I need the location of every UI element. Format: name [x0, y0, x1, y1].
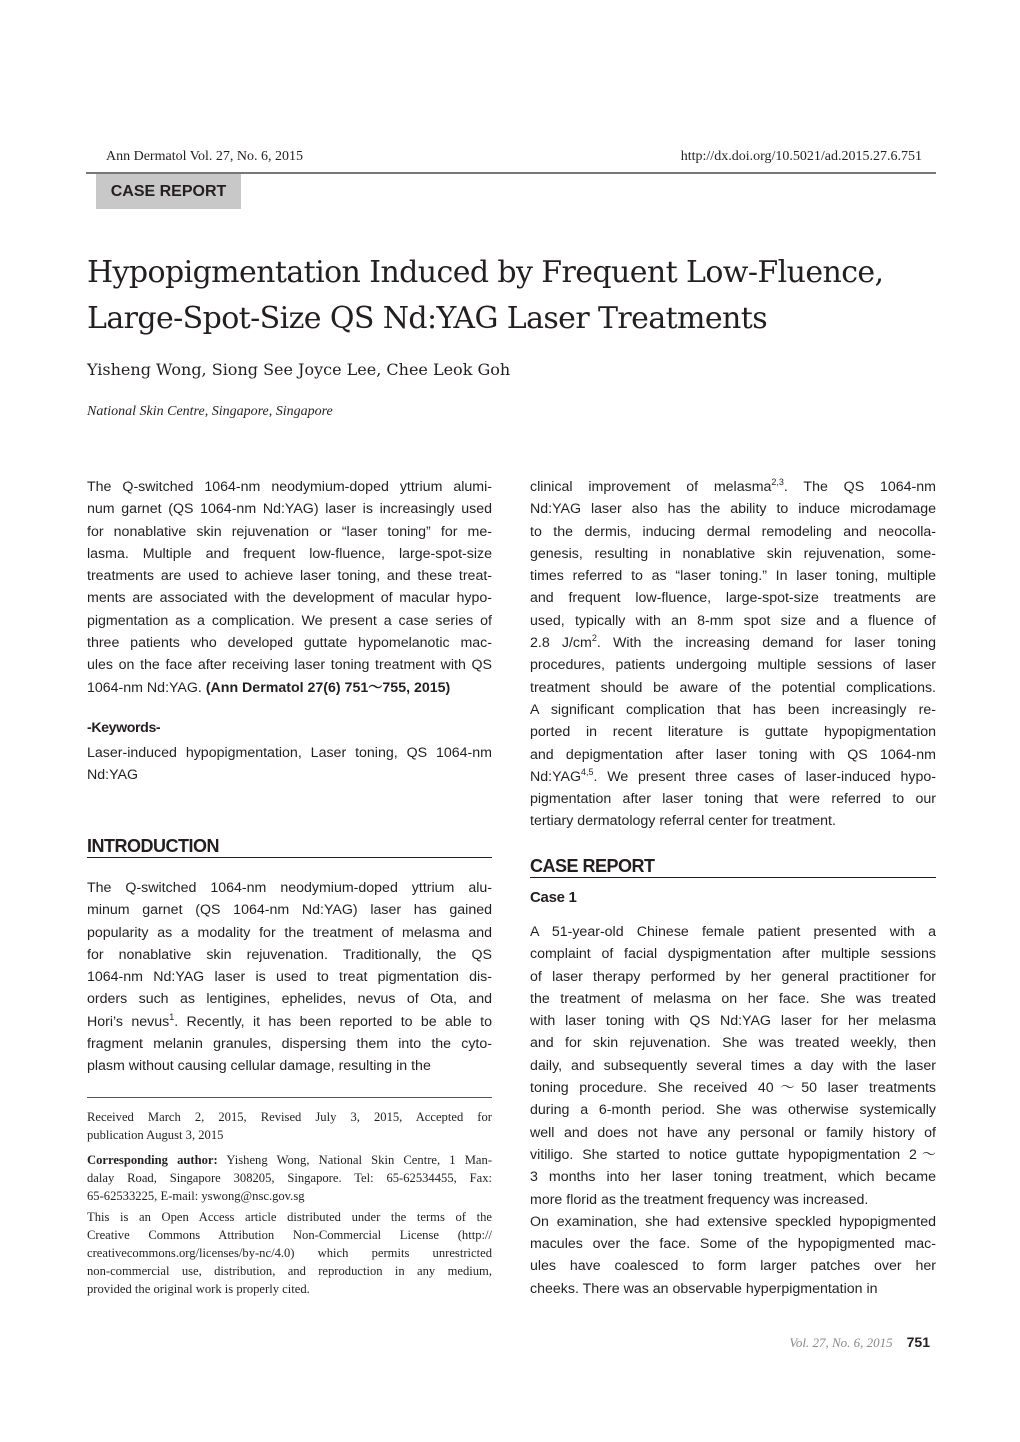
text-line: procedures, patients undergoing multiple sessions of laser: [530, 657, 936, 674]
citation-superscript: 1: [169, 1011, 175, 1022]
page-number: 751: [906, 1334, 930, 1350]
bold-text: (Ann Dermatol 27(6) 751～755, 2015): [205, 679, 451, 696]
text-line: Hori’s nevus$^1$. Recently, it has been reported to be able to: [87, 1011, 492, 1030]
citation-superscript: 4,5: [581, 766, 594, 777]
footnote-rule: [87, 1097, 492, 1098]
text-line: lasma. Multiple and frequent low-fluence, large-spot-size: [87, 545, 492, 562]
text-line: macules over the face. Some of the hypopigmented mac-: [530, 1236, 936, 1253]
text-line: 3 months into her laser toning treatment, which became: [530, 1169, 936, 1186]
text-line: vitiligo. She started to notice guttate hypopigmentation 2～: [530, 1146, 936, 1163]
text-line: the treatment of melasma on her face. She was treated: [530, 990, 936, 1007]
text-line: and frequent low-fluence, large-spot-size treatments are: [530, 590, 936, 607]
case-1-text: [530, 921, 936, 1300]
text-line: genesis, resulting in nonablative skin rejuvenation, some-: [530, 545, 936, 562]
article-title: [87, 250, 884, 342]
text-line: Laser-induced hypopigmentation, Laser toning, QS 1064-nm: [87, 745, 492, 761]
text-line: during a 6-month period. She was otherwise systemically: [530, 1102, 936, 1119]
text-line: and depigmentation after laser toning with QS 1064-nm: [530, 746, 936, 763]
text-line: and for skin rejuvenation. She was treated weekly, then: [530, 1035, 936, 1052]
introduction-heading: INTRODUCTION: [87, 836, 219, 856]
text-line: 2.8 $J/cm^2$. With the increasing demand for laser toning: [530, 633, 936, 652]
text-line: Creative Commons Attribution Non-Commercial License (http://: [87, 1228, 492, 1242]
citation-superscript: 2,3: [771, 477, 784, 487]
corresponding-author: [87, 1151, 492, 1205]
text-line: creativecommons.org/licenses/by-nc/4.0) which permits unrestricted: [87, 1246, 492, 1260]
text-line: treatments are used to achieve laser toning, and these treat-: [87, 568, 492, 585]
text-line: to the dermis, inducing dermal remodeling and neocolla-: [530, 523, 936, 540]
text-line: Corresponding author: Yisheng Wong, National Skin Centre, 1 Man-: [87, 1153, 493, 1167]
text-line: The Q-switched 1064-nm neodymium-doped yttrium alumi-: [87, 479, 492, 495]
text-line: ules have coalesced to form larger patches over her: [530, 1258, 936, 1275]
text-line: toning procedure. She received 40～50 laser treatments: [530, 1080, 936, 1097]
citation-superscript: 2: [591, 633, 597, 644]
text-line: times referred to as “laser toning.” In laser toning, multiple: [530, 568, 936, 585]
text-line: Nd:YAG laser also has the ability to induce microdamage: [530, 501, 936, 518]
keywords-list: [87, 742, 492, 787]
article-type-badge: CASE REPORT: [96, 174, 241, 209]
text-line: 1064-nm Nd:YAG laser is used to treat pigmentation dis-: [87, 969, 492, 986]
text-line: publication August 3, 2015: [87, 1128, 224, 1142]
section-rule: [530, 877, 936, 878]
bold-text: Corresponding author:: [87, 1153, 218, 1167]
text-line: popularity as a modality for the treatment of melasma and: [87, 924, 492, 941]
title-line: Hypopigmentation Induced by Frequent Low-Fluence,: [87, 255, 884, 290]
text-line: daily, and subsequently several times a day with the laser: [530, 1057, 936, 1074]
text-line: provided the original work is properly cited.: [87, 1282, 310, 1296]
text-line: minum garnet (QS 1064-nm Nd:YAG) laser has gained: [87, 902, 492, 919]
affiliation: National Skin Centre, Singapore, Singapore: [87, 404, 333, 419]
text-line: for nonablative skin rejuvenation or “laser toning” for me-: [87, 523, 492, 540]
text-line: ported in recent literature is guttate hypopigmentation: [530, 724, 936, 741]
text-line: cheeks. There was an observable hyperpigmentation in: [530, 1280, 878, 1297]
text-line: pigmentation after laser toning that were referred to our: [530, 791, 936, 808]
received-dates: [87, 1108, 492, 1144]
text-line: used, typically with an 8-mm spot size and a fluence of: [530, 612, 936, 629]
text-line: non-commercial use, distribution, and reproduction in any medium,: [87, 1264, 492, 1278]
text-line: well and does not have any personal or family history of: [530, 1124, 936, 1141]
text-line: pigmentation as a complication. We present a case series of: [87, 612, 492, 629]
text-line: Received March 2, 2015, Revised July 3, 2015, Accepted for: [87, 1110, 492, 1124]
page-footer: [789, 1334, 930, 1351]
license-note: [87, 1208, 492, 1298]
text-line: plasm without causing cellular damage, resulting in the: [87, 1058, 431, 1075]
text-line: The Q-switched 1064-nm neodymium-doped yttrium alu-: [87, 880, 492, 896]
footer-citation: Vol. 27, No. 6, 2015: [789, 1335, 893, 1350]
text-line: num garnet (QS 1064-nm Nd:YAG) laser is increasingly used: [87, 501, 492, 518]
text-line: dalay Road, Singapore 308205, Singapore. Tel: 65-62534455, Fax:: [87, 1171, 492, 1185]
text-line: A significant complication that has been increasingly re-: [530, 701, 936, 718]
text-line: ments are associated with the development of macular hypo-: [87, 590, 492, 607]
text-line: ules on the face after receiving laser toning treatment with QS: [87, 657, 492, 674]
text-line: A 51-year-old Chinese female patient presented with a: [530, 924, 936, 940]
text-line: complaint of facial dyspigmentation after multiple sessions: [530, 946, 936, 963]
introduction-text: [87, 877, 492, 1078]
case-1-heading: Case 1: [530, 889, 577, 906]
text-line: clinical improvement of melasma$^{2,3}$. The QS 1064-nm: [530, 477, 936, 495]
abstract: [87, 476, 492, 699]
text-line: This is an Open Access article distributed under the terms of the: [87, 1210, 492, 1224]
text-line: On examination, she had extensive speckled hypopigmented: [530, 1213, 936, 1230]
journal-citation: Ann Dermatol Vol. 27, No. 6, 2015: [106, 149, 304, 164]
text-line: 65-62533225, E-mail: yswong@nsc.gov.sg: [87, 1189, 305, 1203]
text-line: more florid as the treatment frequency was increased.: [530, 1191, 869, 1208]
text-line: orders such as lentigines, ephelides, nevus of Ota, and: [87, 991, 492, 1008]
text-line: Nd:YAG$^{4,5}$. We present three cases of laser-induced hypo-: [530, 766, 936, 785]
doi-link[interactable]: http://dx.doi.org/10.5021/ad.2015.27.6.751: [680, 149, 922, 164]
text-line: of laser therapy performed by her general practitioner for: [530, 968, 936, 985]
text-line: Nd:YAG: [87, 767, 138, 784]
text-line: with laser toning with QS Nd:YAG laser for her melasma: [530, 1013, 936, 1030]
keywords-label: -Keywords-: [87, 720, 161, 736]
title-line: Large-Spot-Size QS Nd:YAG Laser Treatments: [87, 301, 768, 336]
text-line: for nonablative skin rejuvenation. Traditionally, the QS: [87, 946, 492, 963]
text-line: fragment melanin granules, dispersing them into the cyto-: [87, 1036, 492, 1053]
section-rule: [87, 857, 492, 858]
authors: Yisheng Wong, Siong See Joyce Lee, Chee Leok Goh: [87, 360, 511, 379]
text-line: treatment should be aware of the potential complications.: [530, 679, 936, 696]
text-line: tertiary dermatology referral center for treatment.: [530, 813, 836, 830]
case-report-heading: CASE REPORT: [530, 856, 655, 876]
introduction-continued: [530, 476, 936, 833]
text-line: 1064-nm Nd:YAG. (Ann Dermatol 27(6) 751～755, 2015): [87, 679, 451, 696]
text-line: three patients who developed guttate hypomelanotic mac-: [87, 635, 492, 652]
